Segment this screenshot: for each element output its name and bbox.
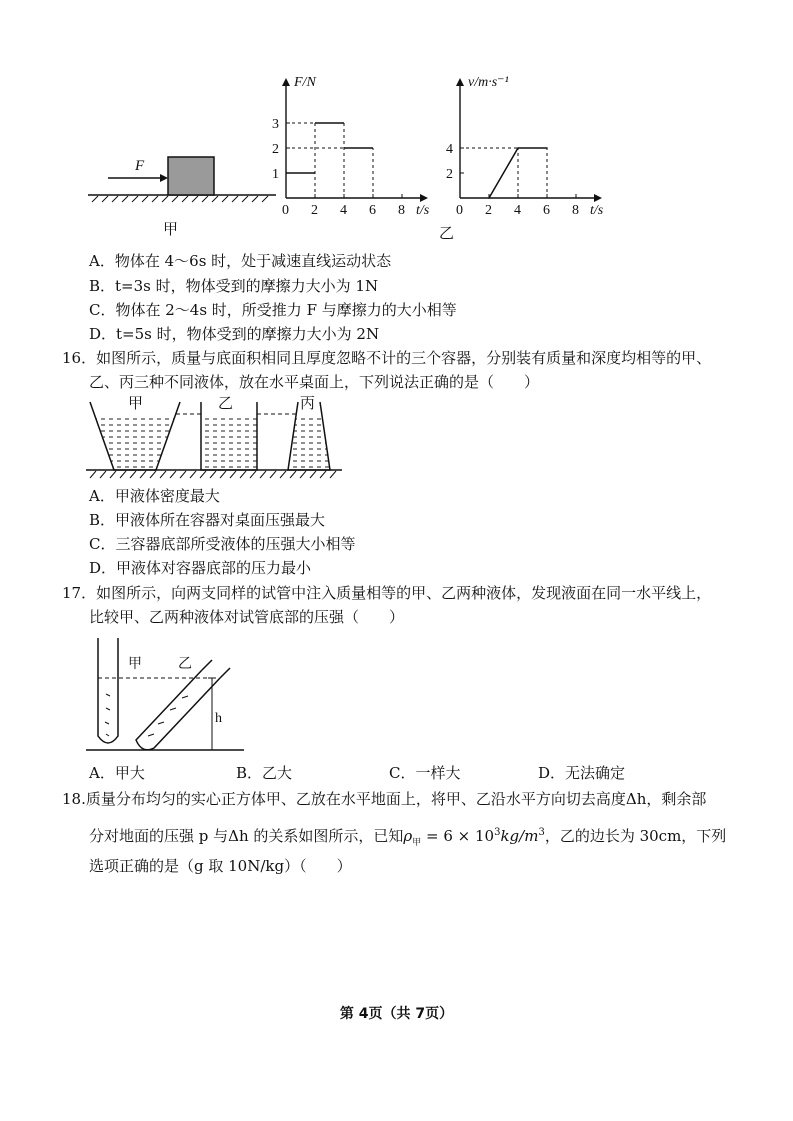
chart-title: v/m·s⁻¹	[468, 75, 509, 90]
q15-option-b: B．t=3s 时，物体受到的摩擦力大小为 1N	[89, 277, 379, 295]
q15-option-a: A．物体在 4～6s 时，处于减速直线运动状态	[89, 252, 392, 270]
q17-option-a: A．甲大	[89, 764, 145, 782]
q16-containers-figure	[84, 392, 346, 484]
q17-test-tubes-figure	[84, 636, 264, 756]
q16-option-c: C．三容器底部所受液体的压强大小相等	[89, 535, 356, 553]
q15-option-d: D．t=5s 时，物体受到的摩擦力大小为 2N	[89, 325, 380, 343]
q17-option-c: C．一样大	[389, 764, 461, 782]
q18-stem-line2: 分对地面的压强 p 与Δh 的关系如图所示，已知$\rho_甲 = 6 \times 10^3kg/m^3$，乙的边长为 30cm，下列	[89, 827, 727, 848]
x-tick-label: 0	[456, 203, 463, 218]
force-label: F	[135, 158, 145, 174]
page-footer: 第 4页（共 7页）	[339, 1006, 454, 1022]
y-tick-label: 4	[446, 142, 453, 157]
y-tick-label: 3	[272, 117, 279, 132]
label-jia: 甲	[128, 396, 144, 412]
y-tick-label: 2	[446, 167, 453, 182]
x-axis-label: t/s	[416, 203, 430, 218]
q16-option-a: A．甲液体密度最大	[89, 487, 220, 505]
tube-label-jia: 甲	[128, 657, 142, 672]
q18-stem-line3: 选项正确的是（g 取 10N/kg）（ ）	[89, 857, 352, 875]
velocity-point	[488, 197, 490, 199]
y-tick-label: 2	[272, 142, 279, 157]
x-axis-label: t/s	[590, 203, 604, 218]
q16-option-d: D．甲液体对容器底部的压力最小	[89, 559, 312, 577]
x-axis-arrow	[594, 194, 602, 202]
label-bing: 丙	[300, 396, 316, 412]
q17-stem-line2: 比较甲、乙两种液体对试管底部的压强（ ）	[89, 608, 405, 626]
q16-stem-line2: 乙、丙三种不同液体，放在水平桌面上，下列说法正确的是（ ）	[89, 373, 540, 391]
y-axis-arrow	[456, 78, 464, 86]
height-label: h	[215, 711, 222, 726]
density-symbol: ρ	[403, 827, 413, 845]
q15-caption-jia: 甲	[163, 220, 179, 238]
x-tick-label: 6	[369, 203, 376, 218]
velocity-time-chart	[440, 70, 615, 220]
x-tick-label: 8	[572, 203, 579, 218]
y-axis-arrow	[282, 78, 290, 86]
block	[168, 157, 214, 195]
x-tick-label: 0	[282, 203, 289, 218]
q18-stem-line1: 18.质量分布均匀的实心正方体甲、乙放在水平地面上，将甲、乙沿水平方向切去高度Δh，剩余部	[62, 790, 707, 808]
q17-option-d: D．无法确定	[538, 764, 626, 782]
x-tick-label: 4	[340, 203, 347, 218]
y-tick-label: 1	[272, 167, 279, 182]
q15-option-c: C．物体在 2～4s 时，所受推力 F 与摩擦力的大小相等	[89, 301, 457, 319]
label-yi: 乙	[218, 396, 234, 412]
q17-option-b: B．乙大	[236, 764, 293, 782]
x-tick-label: 6	[543, 203, 550, 218]
q16-stem-line1: 16．如图所示，质量与底面积相同且厚度忽略不计的三个容器，分别装有质量和深度均相等的甲、	[62, 349, 712, 367]
container-jia-liquid	[94, 414, 176, 470]
q15-caption-yi: 乙	[439, 224, 455, 242]
q16-option-b: B．甲液体所在容器对桌面压强最大	[89, 511, 326, 529]
q15-figure-jia-block	[80, 140, 280, 240]
x-axis-arrow	[420, 194, 428, 202]
x-tick-label: 2	[485, 203, 492, 218]
q17-stem-line1: 17．如图所示，向两支同样的试管中注入质量相等的甲、乙两种液体，发现液面在同一水平线上，	[62, 584, 712, 602]
container-yi-liquid	[201, 414, 257, 470]
x-tick-label: 8	[398, 203, 405, 218]
tube-label-yi: 乙	[178, 657, 192, 672]
x-tick-label: 2	[311, 203, 318, 218]
chart-title: F/N	[294, 75, 316, 90]
force-time-chart	[260, 70, 435, 220]
x-tick-label: 4	[514, 203, 521, 218]
